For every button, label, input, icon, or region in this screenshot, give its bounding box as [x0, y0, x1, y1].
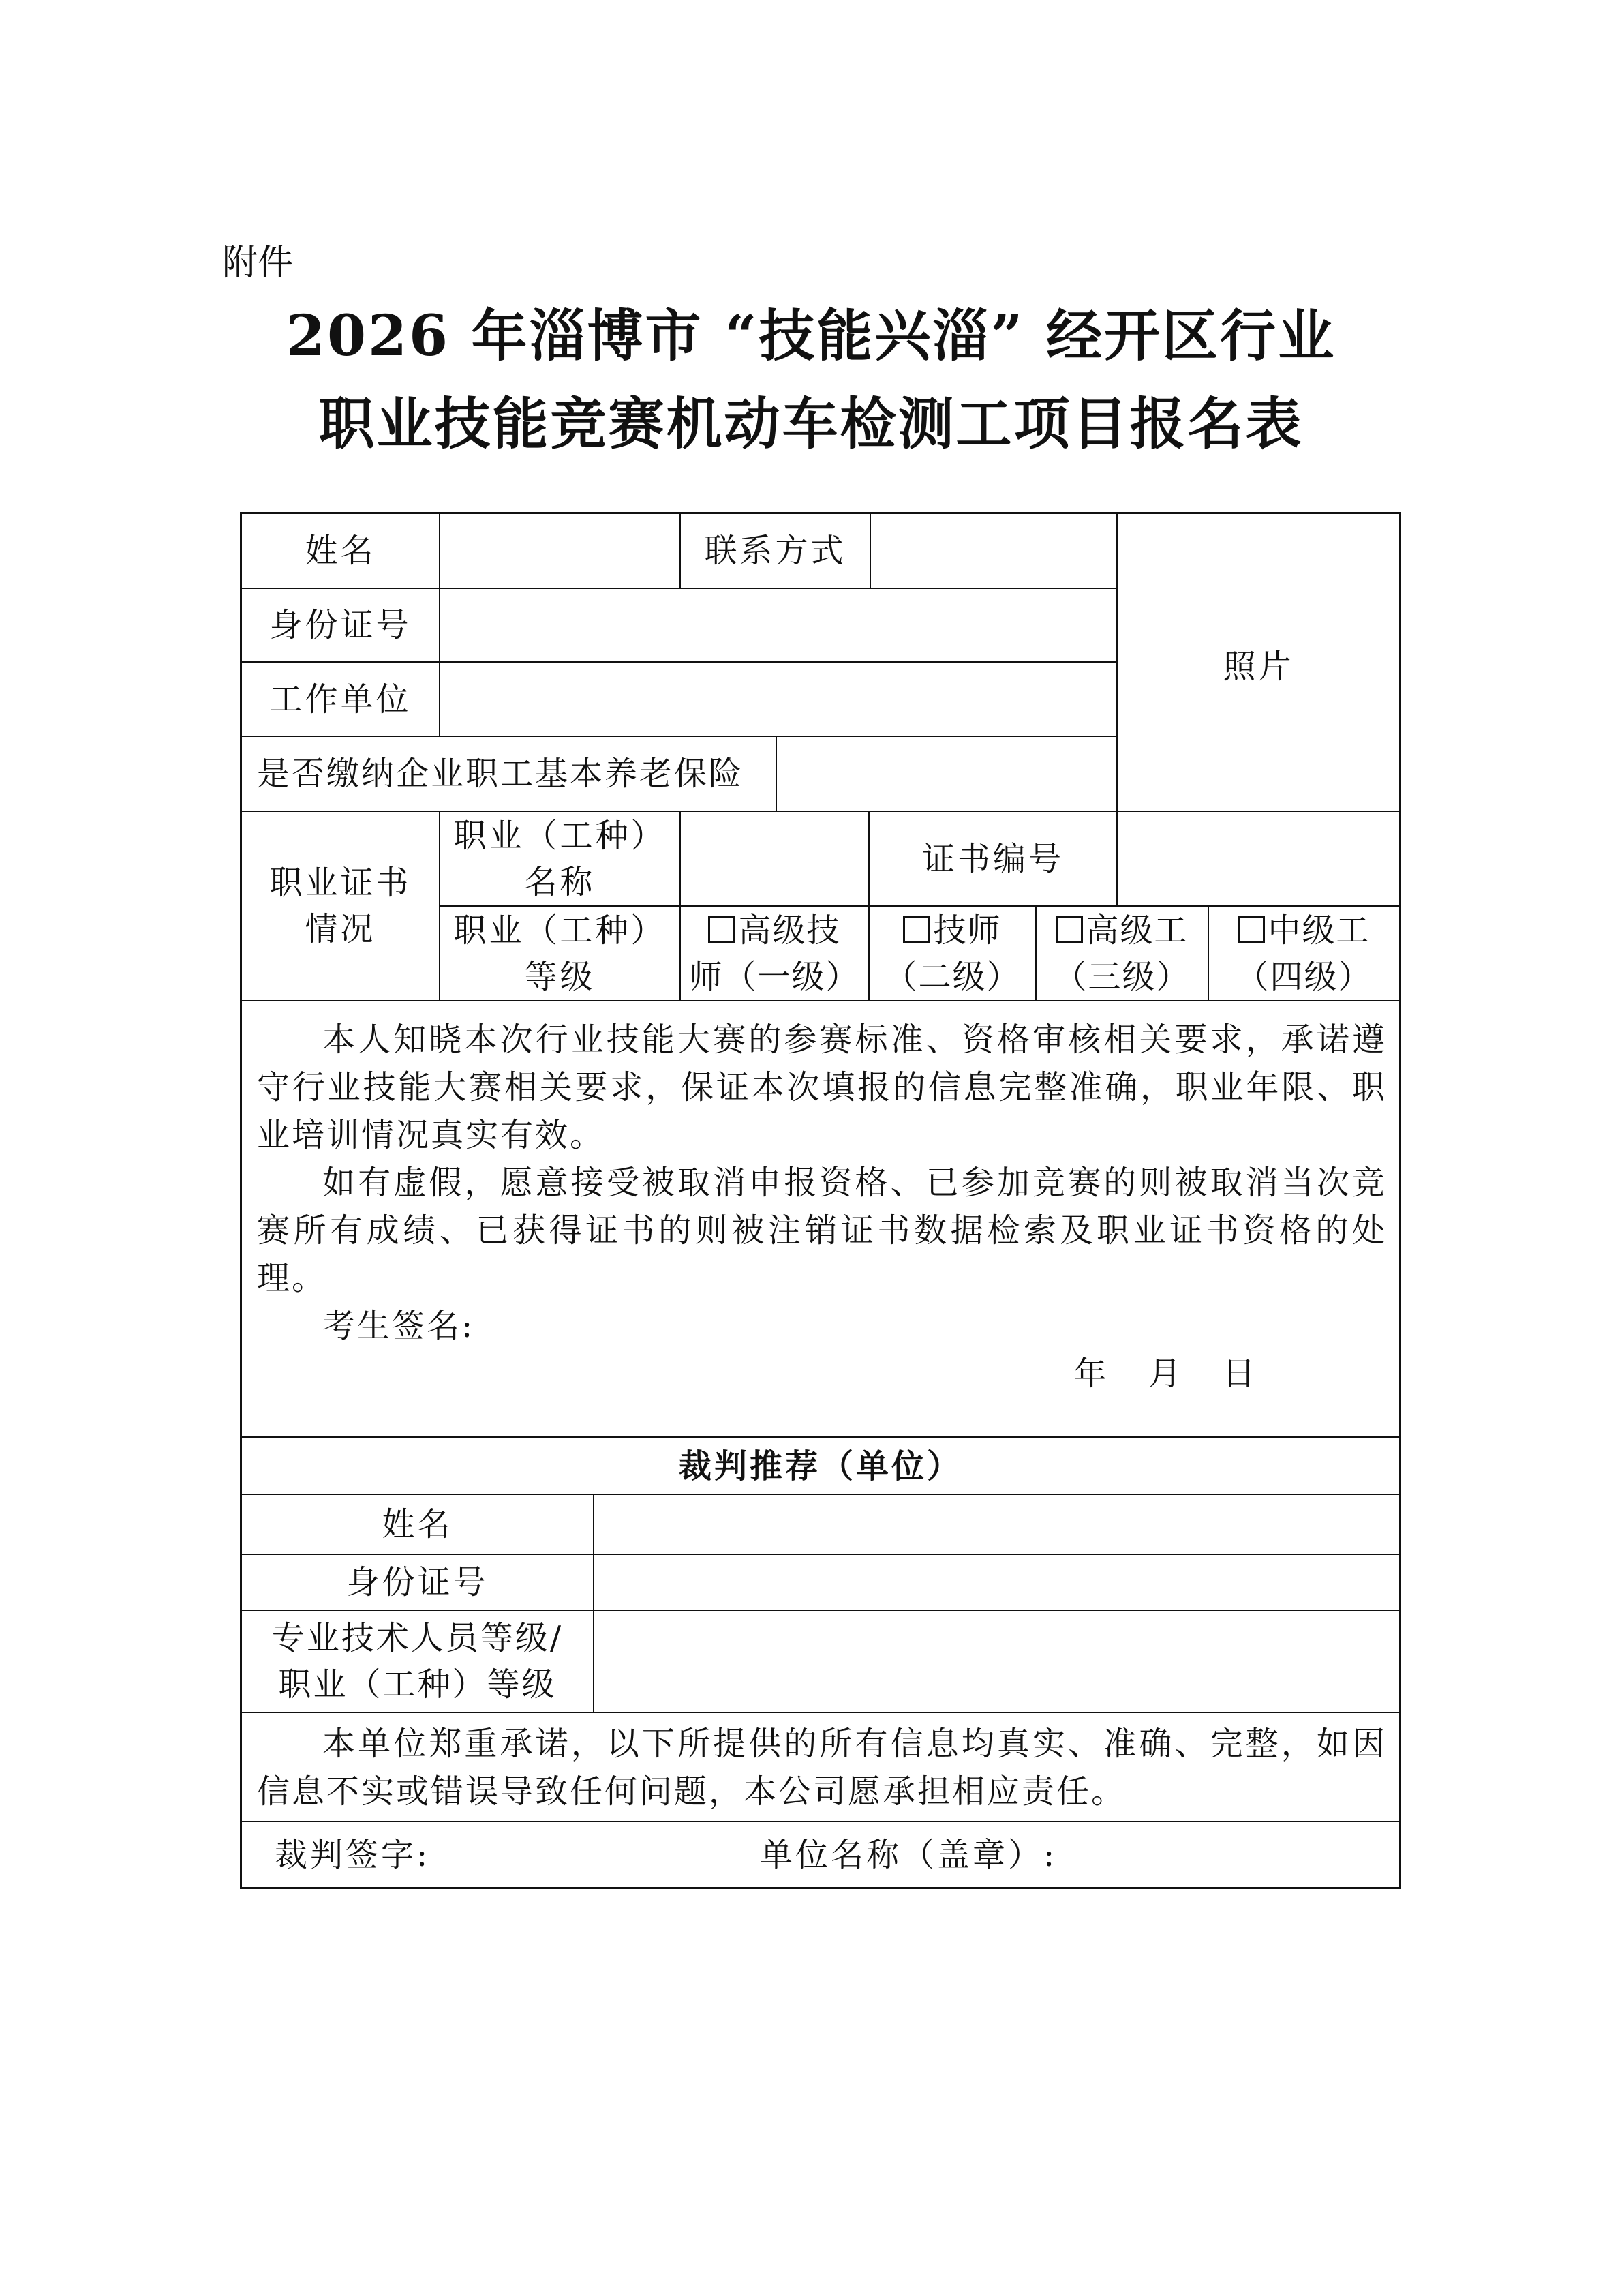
level-option-3-line2: （三级） — [1054, 957, 1191, 996]
occupation-name-label-line2: 名称 — [524, 862, 596, 901]
cert-section-label-line2: 情况 — [305, 910, 376, 948]
employer-label: 工作单位 — [242, 663, 440, 737]
id-number-field[interactable] — [440, 589, 1118, 663]
cert-number-field[interactable] — [1118, 812, 1399, 907]
referee-level-field[interactable] — [594, 1611, 1399, 1713]
referee-level-label — [242, 1611, 594, 1713]
referee-id-field[interactable] — [594, 1555, 1399, 1611]
employer-field[interactable] — [440, 663, 1118, 737]
name-label: 姓名 — [242, 514, 440, 589]
pension-label: 是否缴纳企业职工基本养老保险 — [242, 737, 777, 812]
level-option-1-line2: 师（一级） — [689, 957, 860, 996]
form-title-line2: 职业技能竞赛机动车检测工项目报名表 — [318, 391, 1304, 457]
referee-level-label-line2: 职业（工种）等级 — [278, 1665, 557, 1704]
unit-commitment-text: 本单位郑重承诺，以下所提供的所有信息均真实、准确、完整，如因信息不实或错误导致任何问题，本公司愿承担相应责任。 — [257, 1725, 1387, 1811]
occupation-level-label — [440, 907, 681, 1001]
checkbox-icon[interactable] — [1056, 916, 1083, 943]
attachment-label: 附件 — [222, 243, 294, 284]
form-title-line1: 2026 年淄博市 “技能兴淄” 经开区行业 — [286, 303, 1336, 369]
level-option-3[interactable] — [1037, 907, 1209, 1001]
occupation-level-label-line1: 职业（工种） — [453, 911, 667, 950]
occupation-name-label-line1: 职业（工种） — [453, 816, 667, 855]
level-option-2-line2: （二级） — [884, 957, 1021, 996]
contact-label: 联系方式 — [681, 514, 871, 589]
level-option-4[interactable] — [1209, 907, 1399, 1001]
id-number-label: 身份证号 — [242, 589, 440, 663]
checkbox-icon[interactable] — [903, 916, 930, 943]
referee-id-label: 身份证号 — [242, 1555, 594, 1611]
candidate-signature-label: 考生签名: — [322, 1307, 475, 1345]
cert-number-label: 证书编号 — [870, 812, 1118, 907]
cert-section-label — [242, 812, 440, 1001]
level-option-3-line1: 高级工 — [1086, 911, 1189, 950]
referee-name-label: 姓名 — [242, 1495, 594, 1555]
referee-section-title: 裁判推荐（单位） — [242, 1439, 1399, 1495]
level-option-2[interactable] — [870, 907, 1037, 1001]
declaration-para1: 本人知晓本次行业技能大赛的参赛标准、资格审核相关要求，承诺遵守行业技能大赛相关要求，保证本次填报的信息完整准确，职业年限、职业培训情况真实有效。 — [257, 1021, 1387, 1154]
contact-field[interactable] — [871, 514, 1118, 589]
referee-signature-label: 裁判签字: — [275, 1835, 431, 1874]
checkbox-icon[interactable] — [708, 916, 735, 943]
occupation-name-field[interactable] — [681, 812, 870, 907]
cert-section-label-line1: 职业证书 — [269, 864, 412, 902]
pension-field[interactable] — [777, 737, 1118, 812]
referee-name-field[interactable] — [594, 1495, 1399, 1555]
declaration-para2: 如有虚假，愿意接受被取消申报资格、已参加竞赛的则被取消当次竞赛所有成绩、已获得证书的则被注销证书数据检索及职业证书资格的处理。 — [257, 1164, 1387, 1297]
level-option-4-line2: （四级） — [1236, 957, 1373, 996]
referee-level-label-line1: 专业技术人员等级/ — [271, 1619, 564, 1657]
level-option-4-line1: 中级工 — [1268, 911, 1371, 950]
unit-commitment-block — [242, 1713, 1399, 1822]
level-option-1-line1: 高级技 — [738, 911, 841, 950]
photo-label: 照片 — [1223, 648, 1294, 686]
occupation-level-label-line2: 等级 — [524, 957, 596, 996]
photo-box[interactable] — [1118, 514, 1399, 812]
unit-name-label: 单位名称（盖章）: — [760, 1835, 1058, 1874]
occupation-name-label — [440, 812, 681, 907]
name-field[interactable] — [440, 514, 681, 589]
registration-form-table — [240, 512, 1401, 1889]
checkbox-icon[interactable] — [1238, 916, 1265, 943]
level-option-2-line1: 技师 — [933, 911, 1002, 950]
date-label: 年 月 日 — [1073, 1355, 1257, 1393]
level-option-1[interactable] — [681, 907, 870, 1001]
declaration-block — [242, 1003, 1399, 1438]
